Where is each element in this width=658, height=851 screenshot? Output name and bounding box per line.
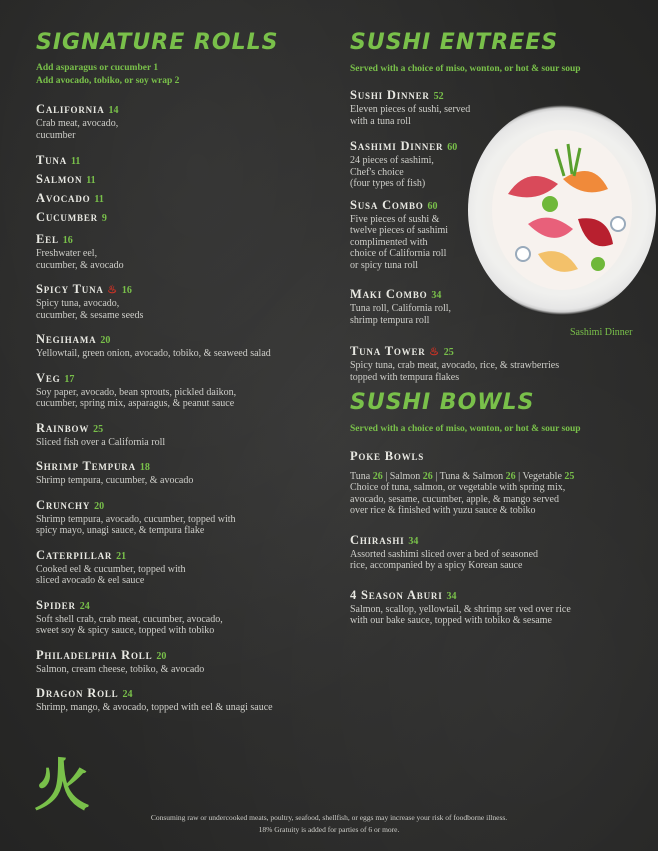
item-name: Tuna 11 <box>36 153 81 167</box>
item-name: Veg 17 <box>36 370 75 385</box>
item-description: Shrimp, mango, & avocado, topped with eel & unagi sauce <box>36 702 273 713</box>
item-description: Spicy tuna, avocado, cucumber, & sesame seeds <box>36 298 144 321</box>
section-note: Add avocado, tobiko, or soy wrap 2 <box>36 76 180 86</box>
item-description: Shrimp tempura, cucumber, & avocado <box>36 475 194 486</box>
poke-prices: Tuna 26 | Salmon 26 | Tuna & Salmon 26 | Vegetable 25 <box>350 471 575 482</box>
item-name: Shrimp Tempura 18 <box>36 459 150 473</box>
section-note: Add asparagus or cucumber 1 <box>36 63 159 73</box>
item-description: Yellowtail, green onion, avocado, tobiko, & seaweed salad <box>36 348 271 359</box>
menu-item <box>350 533 640 572</box>
item-description: Spicy tuna, crab meat, avocado, rice, & strawberries topped with tempura flakes <box>350 360 560 383</box>
menu-item <box>36 686 326 714</box>
sashimi-plate-photo <box>468 104 656 316</box>
item-price: 16 <box>62 235 73 246</box>
item-name: Sashimi Dinner 60 <box>350 139 458 153</box>
item-name: Avocado 11 <box>36 191 104 205</box>
item-description: 24 pieces of sashimi, Chef's choice (four types of fish) <box>350 155 434 189</box>
item-description: Sliced fish over a California roll <box>36 436 166 448</box>
item-description: Choice of tuna, salmon, or vegetable with spring mix, avocado, sesame, cucumber, apple, & mango served over rice & finished with yuzu sauce & tobiko <box>350 482 566 516</box>
item-description: Freshwater eel, cucumber, & avocado <box>36 248 124 271</box>
section-title: SIGNATURE ROLLS <box>36 30 279 55</box>
menu-item <box>36 421 326 449</box>
item-name: Crunchy 20 <box>36 497 105 512</box>
item-description: Eleven pieces of sushi, served with a tuna roll <box>350 104 471 127</box>
menu-item <box>350 88 475 127</box>
menu-item <box>350 287 475 326</box>
item-description: Tuna roll, California roll, shrimp tempura roll <box>350 303 452 326</box>
item-name: Negihama 20 <box>36 332 111 346</box>
menu-list <box>350 88 560 383</box>
item-name: Cucumber 9 <box>36 210 107 224</box>
item-name: 4 Season Aburi 34 <box>350 587 457 602</box>
item-price: 34 <box>408 535 419 547</box>
menu-item <box>36 648 326 676</box>
item-name: Chirashi 34 <box>350 532 419 547</box>
item-price: 20 <box>94 500 105 512</box>
menu-list <box>36 102 326 714</box>
footer-notice <box>0 812 658 836</box>
item-name: Philadelphia Roll 20 <box>36 647 167 662</box>
menu-item <box>350 139 475 190</box>
item-price: 60 <box>447 142 458 153</box>
item-name: Dragon Roll 24 <box>36 686 133 700</box>
item-name: California 14 <box>36 102 119 116</box>
item-price: 18 <box>139 462 150 473</box>
item-description: Assorted sashimi sliced over a bed of seasoned rice, accompanied by a spicy Korean sauce <box>350 548 539 571</box>
item-description: Cooked eel & cucumber, topped with sliced avocado & eel sauce <box>36 563 186 586</box>
item-name: Sushi Dinner 52 <box>350 88 444 102</box>
item-name: Caterpillar 21 <box>36 547 127 562</box>
menu-item <box>36 172 326 188</box>
menu-item <box>36 191 326 207</box>
gratuity-note: 18% Gratuity is added for parties of 6 or more. <box>258 825 400 834</box>
menu-item <box>36 102 326 141</box>
item-price: 25 <box>93 423 104 435</box>
item-name: Eel 16 <box>36 232 73 246</box>
item-price: 11 <box>94 194 104 205</box>
item-name: Salmon 11 <box>36 172 96 186</box>
chili-pepper-icon: ♨ <box>103 284 118 296</box>
menu-item <box>350 198 475 272</box>
item-description: Shrimp tempura, avocado, cucumber, topped with spicy mayo, unagi sauce, & tempura flake <box>36 513 236 536</box>
menu-item <box>36 498 326 537</box>
section-note: Served with a choice of miso, wonton, or hot & sour soup <box>350 424 581 434</box>
item-price: 20 <box>100 335 111 346</box>
item-price: 14 <box>108 105 119 116</box>
item-description: Crab meat, avocado, cucumber <box>36 118 119 141</box>
health-warning: Consuming raw or undercooked meats, poultry, seafood, shellfish, or eggs may increase your risk of foodborne illness. <box>150 813 508 822</box>
section-title: SUSHI BOWLS <box>350 390 535 415</box>
item-name: Poke Bowls <box>350 449 425 463</box>
item-price: 16 <box>121 285 132 296</box>
chili-pepper-icon: ♨ <box>425 346 440 358</box>
item-price: 20 <box>156 650 167 662</box>
menu-item <box>36 371 326 410</box>
menu-item <box>36 332 326 360</box>
menu-list <box>350 533 640 627</box>
menu-item <box>350 588 640 627</box>
item-description: Soft shell crab, crab meat, cucumber, avocado, sweet soy & spicy sauce, topped with tobiko <box>36 613 223 636</box>
section-title: SUSHI ENTREES <box>350 30 559 55</box>
item-name: Rainbow 25 <box>36 420 104 435</box>
item-price: 17 <box>64 373 75 385</box>
item-price: 60 <box>427 200 438 212</box>
menu-item <box>36 232 326 271</box>
item-price: 25 <box>443 347 454 358</box>
menu-item <box>36 153 326 169</box>
item-name: Tuna Tower ♨ 25 <box>350 344 454 358</box>
item-name: Spicy Tuna ♨ 16 <box>36 282 132 296</box>
item-name: Maki Combo 34 <box>350 287 442 301</box>
item-price: 21 <box>116 550 127 562</box>
menu-item <box>36 459 326 487</box>
item-price: 11 <box>86 175 96 186</box>
signature-rolls-section <box>36 30 326 714</box>
section-note: Served with a choice of miso, wonton, or hot & sour soup <box>350 64 581 74</box>
item-price: 9 <box>101 213 107 224</box>
item-description: Soy paper, avocado, bean sprouts, pickled daikon, cucumber, spring mix, asparagus, & peanut sauce <box>36 386 237 409</box>
menu-item <box>350 449 640 517</box>
menu-item <box>36 210 326 226</box>
item-price: 34 <box>446 590 457 602</box>
item-price: 24 <box>79 600 90 612</box>
item-description: Salmon, cream cheese, tobiko, & avocado <box>36 663 205 675</box>
fire-kanji-logo: 火 <box>34 754 90 819</box>
photo-caption: Sashimi Dinner <box>570 327 633 338</box>
item-price: 11 <box>70 156 81 167</box>
item-price: 24 <box>122 689 133 700</box>
item-description: Five pieces of sushi & twelve pieces of sashimi complimented with choice of California roll or spicy tuna roll <box>350 213 449 271</box>
menu-item <box>36 282 326 321</box>
item-price: 34 <box>431 290 442 301</box>
item-name: Spider 24 <box>36 597 90 612</box>
sushi-bowls-section <box>350 390 640 627</box>
menu-item <box>36 598 326 637</box>
item-price: 52 <box>433 91 444 102</box>
item-description: Salmon, scallop, yellowtail, & shrimp ser ved over rice with our bake sauce, topped with tobiko & sesame <box>350 603 571 626</box>
item-name: Susa Combo 60 <box>350 197 438 212</box>
menu-item <box>350 344 640 383</box>
menu-item <box>36 548 326 587</box>
